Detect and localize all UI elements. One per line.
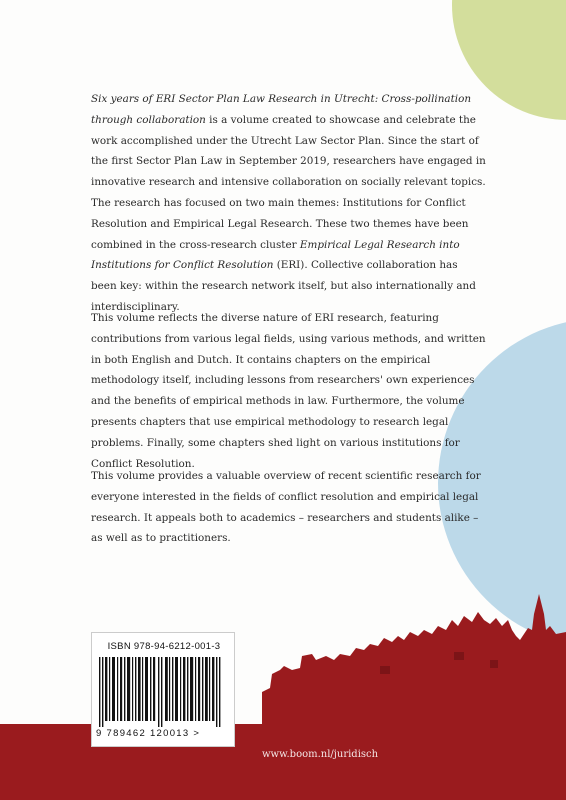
barcode-digits: 9 789462 120013 > [96, 728, 201, 739]
blurb-paragraph-3 [91, 466, 486, 549]
blurb-text: is a volume created to showcase and celebrate the work accomplished under the Utrecht Law Sector Plan. Since the start of the first Sector Plan Law in September 2019, researchers have engaged in innovative research and intensive collaboration on socially relevant topics. The research has focused on two main themes: Institutions for Conflict Resolution and Empirical Legal Research. These two themes have been combined in the cross-research cluster [91, 113, 486, 251]
footer-band [0, 724, 566, 800]
blurb-paragraph-1 [91, 89, 486, 318]
barcode-bars [99, 657, 229, 727]
blurb-text: (ERI). Collective collaboration has been key: within the research network itself, but also internationally and interdisciplinary. [91, 259, 476, 313]
blurb-text: This volume reflects the diverse nature of ERI research, featuring contributions from various legal fields, using various methods, and written in both English and Dutch. It contains chapters on the empirical methodology itself, including lessons from researchers' own experiences and the benefits of empirical methods in law. Furthermore, the volume presents chapters that use empirical methodology to research legal problems. Finally, some chapters shed light on various institutions for Conflict Resolution. [91, 312, 486, 470]
book-title: Six years of ERI Sector Plan Law Research in Utrecht: Cross-pollination through collaboration [91, 93, 472, 126]
publisher-website: www.boom.nl/juridisch [262, 749, 379, 760]
isbn-barcode [91, 632, 235, 747]
blurb-text: This volume provides a valuable overview of recent scientific research for everyone interested in the fields of conflict resolution and empirical legal research. It appeals both to academics – researchers and students alike – as well as to practitioners. [91, 470, 481, 545]
cluster-name: Empirical Legal Research into Institutions for Conflict Resolution [91, 238, 460, 272]
isbn-label: ISBN 978-94-6212-001-3 [107, 641, 221, 652]
blurb-paragraph-2 [91, 308, 486, 474]
